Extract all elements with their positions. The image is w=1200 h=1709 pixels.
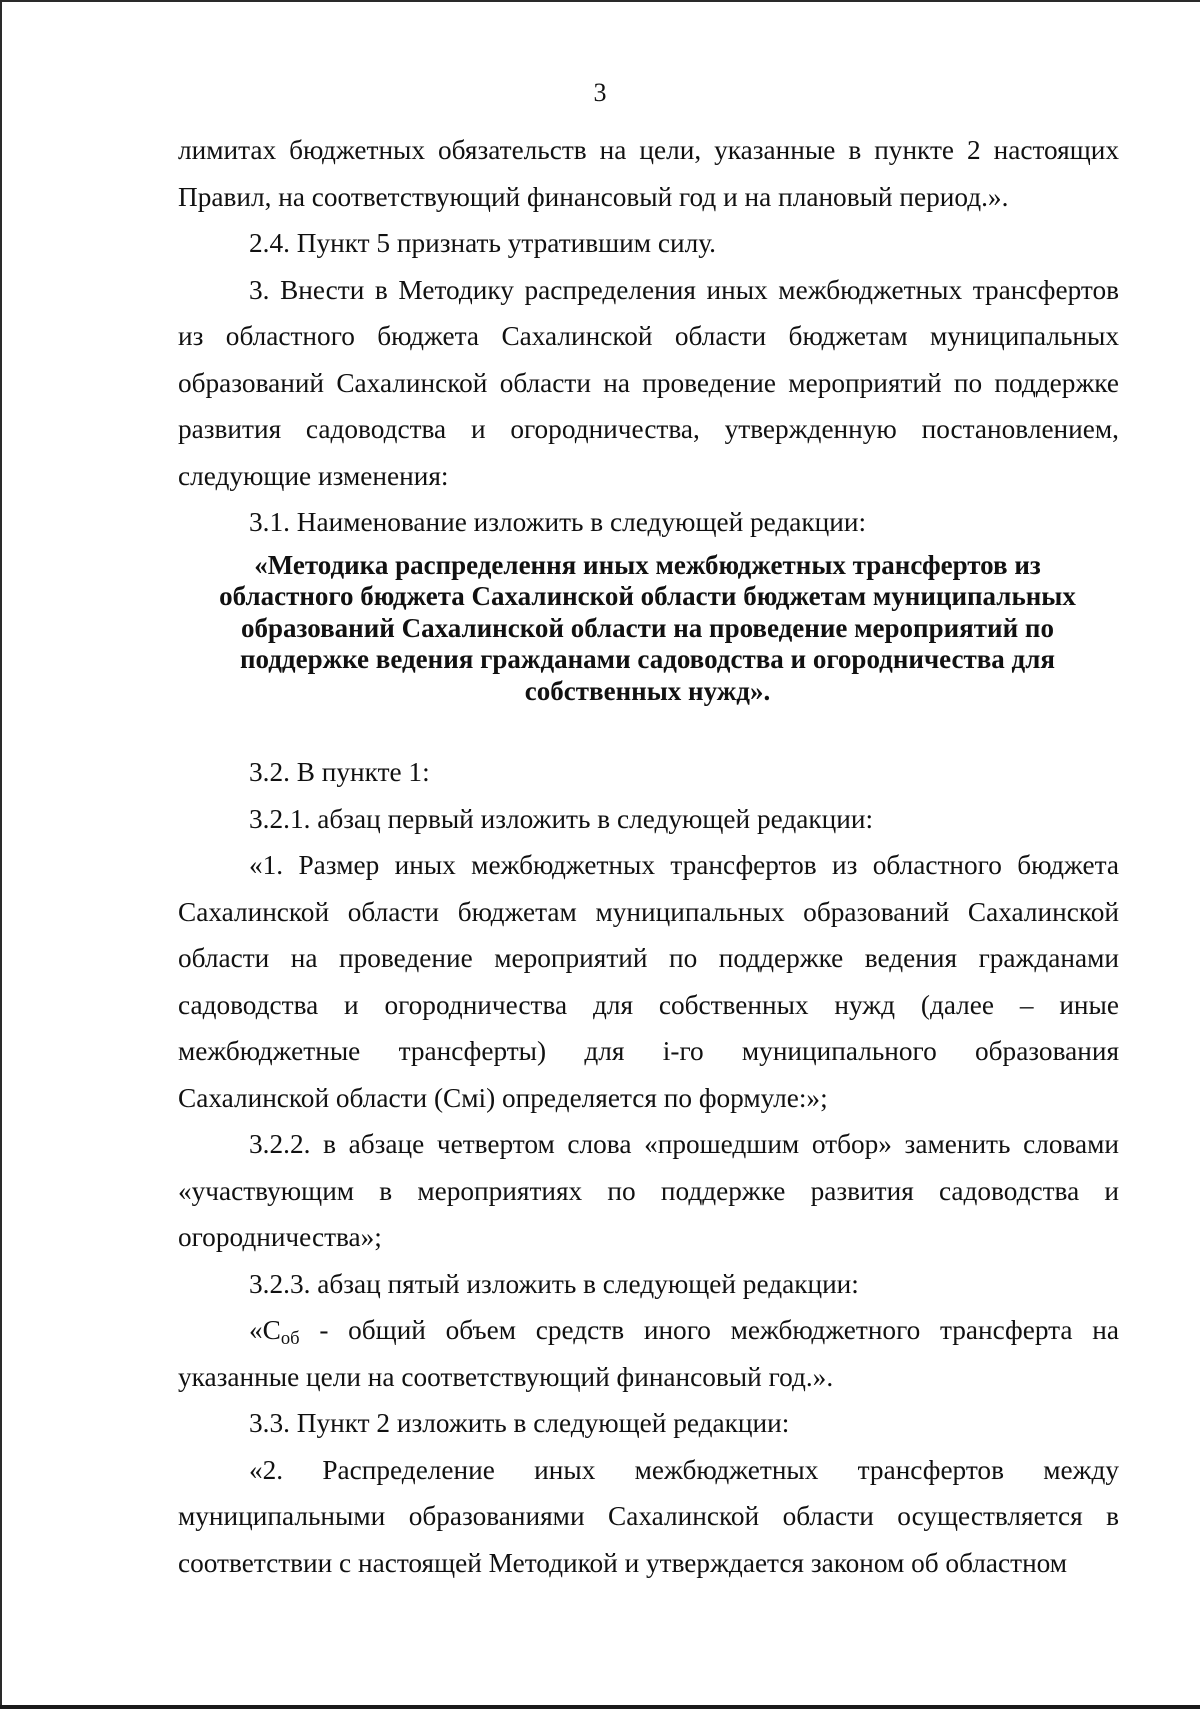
cob-subscript: об <box>280 1328 300 1350</box>
cob-prefix: «C <box>249 1315 281 1345</box>
title-line: образований Сахалинской области на проведение мероприятий по <box>241 612 1054 643</box>
title-line: поддержке ведения гражданами садоводства и огородничества для <box>240 644 1055 674</box>
paragraph-quote-2: «2. Распределение иных межбюджетных трансфертов между муниципальными образованиями Сахалинской области осуществляется в соответствии с настоящей Методикой и утверждается законом об областном <box>178 1454 1119 1578</box>
scan-border-left <box>0 0 2 1709</box>
paragraph-3-3: 3.3. Пункт 2 изложить в следующей редакции: <box>249 1408 790 1438</box>
page-number: 3 <box>593 78 607 107</box>
paragraph-3-1: 3.1. Наименование изложить в следующей редакции: <box>249 507 867 537</box>
methodology-title <box>178 550 1119 708</box>
scan-border-bottom <box>0 1705 1200 1709</box>
paragraph-3: 3. Внести в Методику распределения иных межбюджетных трансфертов из областного бюджета Сахалинской области бюджетам муниципальных образований Сахалинской области на проведение мероприятий по поддержке развития садоводства и огородничества, утвержденную постановлением, следующие изменения: <box>178 274 1119 491</box>
scan-border-top <box>0 0 1200 2</box>
paragraph-3-2-1: 3.2.1. абзац первый изложить в следующей редакции: <box>249 803 874 834</box>
paragraph-3-2: 3.2. В пункте 1: <box>249 757 430 787</box>
paragraph-continuation: лимитах бюджетных обязательств на цели, указанные в пункте 2 настоящих Правил, на соответствующий финансовый год и на плановый период.». <box>178 135 1119 212</box>
paragraph-2-4: 2.4. Пункт 5 признать утратившим силу. <box>249 228 716 258</box>
title-line: областного бюджета Сахалинской области бюджетам муниципальных <box>219 581 1076 611</box>
title-line: собственных нужд». <box>524 675 771 706</box>
document-body <box>178 127 1119 1586</box>
paragraph-3-2-3: 3.2.3. абзац пятый изложить в следующей редакции: <box>249 1268 859 1299</box>
paragraph-3-2-2: 3.2.2. в абзаце четвертом слова «прошедшим отбор» заменить словами «участвующим в мероприятиях по поддержке развития садоводства и огородничества»; <box>178 1129 1119 1252</box>
title-line: «Методика распределення иных межбюджетных трансфертов из <box>254 549 1041 580</box>
paragraph-quote-1: «1. Размер иных межбюджетных трансфертов из областного бюджета Сахалинской области бюджетам муниципальных образований Сахалинской области на проведение мероприятий по поддержке ведения гражданами садоводства и огородничества для собственных нужд (далее – иные межбюджетные трансферты) для i-го муниципального образования Сахалинской области (Cмi) определяется по формуле:»; <box>178 850 1119 1113</box>
paragraph-cob-definition <box>178 1307 1119 1400</box>
cob-rest: - общий объем средств иного межбюджетного трансферта на указанные цели на соответствующий финансовый год.». <box>178 1315 1119 1392</box>
